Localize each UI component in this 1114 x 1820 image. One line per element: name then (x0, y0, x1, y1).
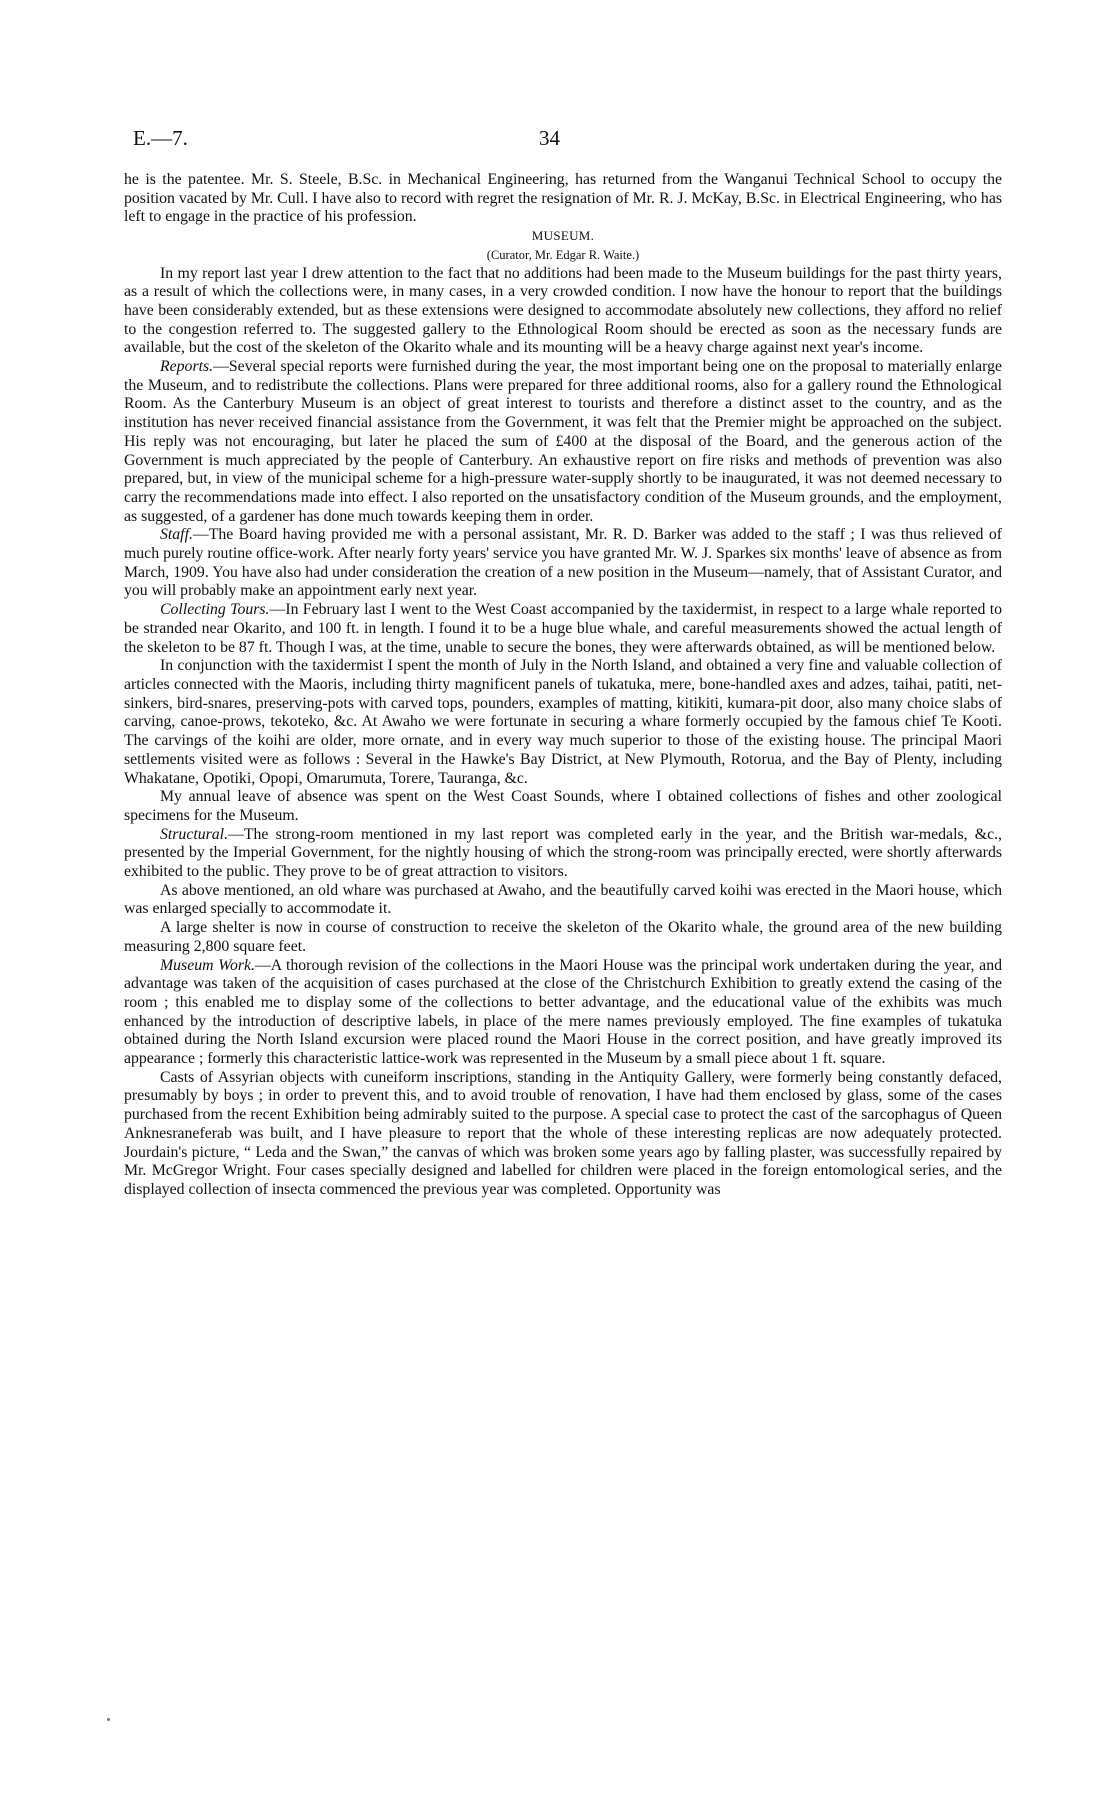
paragraph-intro: In my report last year I drew attention to the fact that no additions had been made to the Museum buildings for the past thirty years, as a result of which the collections were, in many cases, in a very crowded condition. I now have the honour to report that the buildings have been considerably extended, but as these extensions were designed to accommodate absolutely new collections, they afford no relief to the congestion referred to. The suggested gallery to the Ethnological Room should be erected as soon as the necessary funds are available, but the cost of the skeleton of the Okarito whale and its mounting will be a heavy charge against next year's income. (124, 264, 1002, 357)
report-code: E.—7. (133, 126, 188, 150)
lead-structural: Structural. (160, 825, 229, 843)
paragraph-reports (124, 358, 1002, 526)
lead-reports: Reports. (160, 358, 214, 376)
paragraph-continued: he is the patentee. Mr. S. Steele, B.Sc. in Mechanical Engineering, has returned from the Wanganui Technical School to occupy the position vacated by Mr. Cull. I have also to record with regret the resignation of Mr. R. J. McKay, B.Sc. in Electrical Engineering, who has left to engage in the practice of his profession. (124, 171, 1002, 226)
lead-staff: Staff. (160, 526, 193, 544)
paragraph-annual-leave: My annual leave of absence was spent on the West Coast Sounds, where I obtained collections of fishes and other zoological specimens for the Museum. (124, 788, 1002, 824)
paragraph-reports-text: —Several special reports were furnished during the year, the most important being one on the proposal to materially enlarge the Museum, and to redistribute the collections. Plans were prepared for three additional rooms, also for a gallery round the Ethnological Room. As the Canterbury Museum is an object of great interest to tourists and therefore a distinct asset to the country, and as the institution has never received financial assistance from the Government, it was felt that the Premier might be approached on the subject. His reply was not encouraging, but later he placed the sum of £400 at the disposal of the Board, and the generous action of the Government is much appreciated by the people of Canterbury. An exhaustive report on fire risks and methods of prevention was also prepared, but, in view of the municipal scheme for a high-pressure water-supply shortly to be inaugurated, it was not deemed necessary to carry the recommendations made into effect. I also reported on the unsatisfactory condition of the Museum grounds, and the employment, as suggested, of a gardener has done much towards keeping them in order. (124, 358, 1002, 525)
paragraph-collecting-tours (124, 601, 1002, 657)
paragraph-collecting-tours-text: —In February last I went to the West Coast accompanied by the taxidermist, in respect to a large whale reported to be stranded near Okarito, and 100 ft. in length. I found it to be a huge blue whale, and careful measurements showed the actual length of the skeleton to be 87 ft. Though I was, at the time, unable to secure the bones, they were afterwards obtained, as will be mentioned below. (124, 601, 1002, 656)
page-number: 34 (539, 126, 560, 150)
paragraph-staff (124, 526, 1002, 601)
paragraph-museum-work (124, 957, 1002, 1069)
paragraph-structural-text: —The strong-room mentioned in my last report was completed early in the year, and the British war-medals, &c., presented by the Imperial Government, for the nightly housing of which the strong-room was principally erected, were shortly afterwards exhibited to the public. They prove to be of great attraction to visitors. (124, 825, 1002, 881)
paragraph-staff-text: —The Board having provided me with a personal assistant, Mr. R. D. Barker was added to the staff ; I was thus relieved of much purely routine office-work. After nearly forty years' service you have granted Mr. W. J. Sparkes six months' leave of absence as from March, 1909. You have also had under consideration the creation of a new position in the Museum—namely, that of Assistant Curator, and you will probably make an appointment early next year. (124, 526, 1002, 600)
lead-collecting-tours: Collecting Tours. (160, 601, 270, 619)
paper-speck (107, 1718, 110, 1721)
paragraph-shelter: A large shelter is now in course of construction to receive the skeleton of the Okarito whale, the ground area of the new building measuring 2,800 square feet. (124, 919, 1002, 955)
paragraph-north-island: In conjunction with the taxidermist I spent the month of July in the North Island, and obtained a very fine and valuable collection of articles connected with the Maoris, including thirty magnificent panels of tukatuka, mere, bone-handled axes and adzes, taihai, patiti, net-sinkers, bird-snares, preserving-pots with carved tops, pounders, examples of matting, kitikiti, kumara-pit door, also many choice slabs of carving, canoe-prows, tekoteko, &c. At Awaho we were fortunate in securing a whare formerly occupied by the famous chief Te Kooti. The carvings of the koihi are older, more ornate, and in every way much superior to those of the existing house. The principal Maori settlements visited were as follows : Several in the Hawke's Bay District, at New Plymouth, Rotorua, and the Bay of Plenty, including Whakatane, Opotiki, Opopi, Omarumuta, Torere, Tauranga, &c. (124, 657, 1002, 787)
lead-museum-work: Museum Work. (160, 956, 255, 974)
page-header (127, 126, 1017, 160)
section-heading-museum: MUSEUM. (531, 228, 595, 244)
paragraph-museum-work-text: —A thorough revision of the collections in the Maori House was the principal work undertaken during the year, and advantage was taken of the acquisition of cases purchased at the close of the Christchurch Exhibition to greatly extend the casing of the room ; this enabled me to display some of the collections to better advantage, and the educational value of the exhibits was much enhanced by the introduction of descriptive labels, in place of the mere names previously employed. The fine examples of tukatuka obtained during the North Island excursion were placed round the Maori House in the correct position, and have greatly improved its appearance ; formerly this characteristic lattice-work was represented in the Museum by a small piece about 1 ft. square. (124, 956, 1002, 1068)
body-text (124, 171, 1002, 1200)
paragraph-whare: As above mentioned, an old whare was purchased at Awaho, and the beautifully carved koihi was erected in the Maori house, which was enlarged specially to accommodate it. (124, 881, 1002, 918)
paragraph-assyrian-casts: Casts of Assyrian objects with cuneiform inscriptions, standing in the Antiquity Gallery, were formerly being constantly defaced, presumably by boys ; in order to prevent this, and to avoid trouble of renovation, I have had them enclosed by glass, some of the cases purchased from the recent Exhibition being admirably suited to the purpose. A special case to protect the cast of the sarcophagus of Queen Anknesraneferab was built, and I have pleasure to report that the whole of these interesting replicas are now adequately protected. Jourdain's picture, “ Leda and the Swan,” the canvas of which was broken some years ago by falling plaster, was successfully repaired by Mr. McGregor Wright. Four cases specially designed and labelled for children were placed in the foreign entomological series, and the displayed collection of insecta commenced the previous year was completed. Opportunity was (124, 1068, 1002, 1198)
paragraph-structural (124, 826, 1002, 882)
curator-subheading: (Curator, Mr. Edgar R. Waite.) (486, 247, 640, 262)
